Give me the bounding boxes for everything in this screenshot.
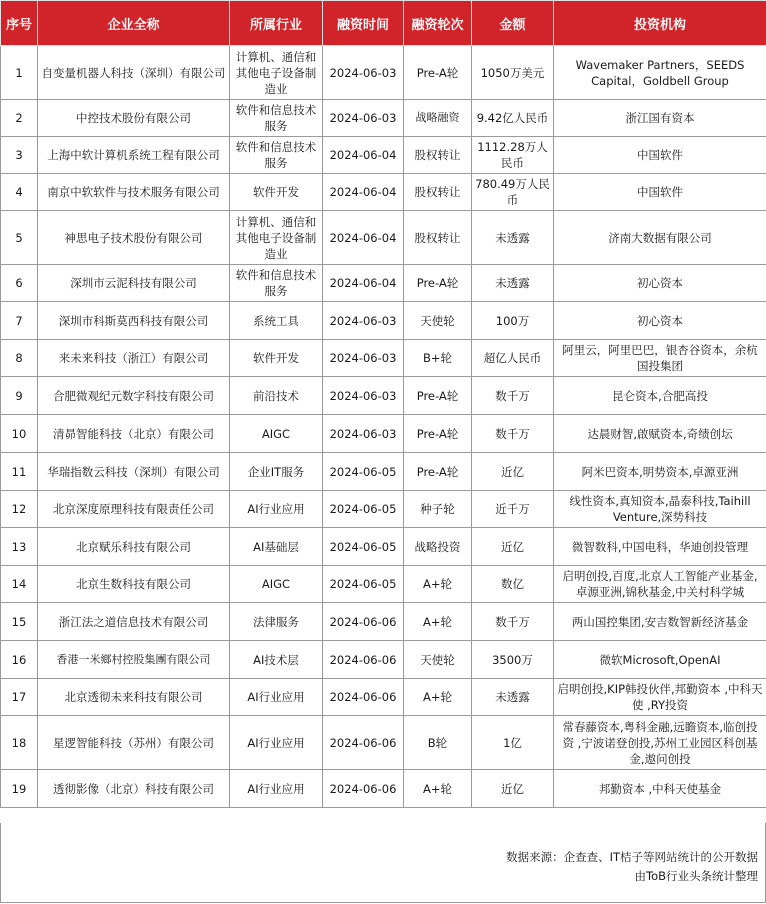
cell-industry: 软件和信息技术服务 (230, 137, 323, 174)
cell-industry: 软件和信息技术服务 (230, 100, 323, 137)
cell-investors: 微软Microsoft,OpenAI (554, 641, 766, 679)
cell-date: 2024-06-05 (323, 491, 404, 528)
cell-index: 10 (1, 415, 38, 453)
cell-amount: 3500万 (472, 641, 554, 679)
cell-investors: 中国软件 (554, 174, 766, 211)
cell-round: 股权转让 (404, 211, 472, 265)
cell-round: Pre-A轮 (404, 415, 472, 453)
cell-date: 2024-06-03 (323, 377, 404, 415)
cell-date: 2024-06-04 (323, 265, 404, 302)
cell-company: 自变量机器人科技（深圳）有限公司 (38, 46, 230, 100)
cell-industry: 系统工具 (230, 302, 323, 340)
cell-index: 11 (1, 453, 38, 491)
table-row (1, 641, 766, 679)
cell-industry: 软件开发 (230, 174, 323, 211)
table-row (1, 716, 766, 770)
cell-round: Pre-A轮 (404, 453, 472, 491)
data-source-line: 数据来源：企查查、IT桔子等网站统计的公开数据 (506, 850, 758, 864)
cell-industry: AIGC (230, 566, 323, 603)
cell-industry: 软件和信息技术服务 (230, 265, 323, 302)
cell-amount: 数千万 (472, 415, 554, 453)
cell-round: Pre-A轮 (404, 265, 472, 302)
cell-company: 中控技术股份有限公司 (38, 100, 230, 137)
cell-date: 2024-06-03 (323, 415, 404, 453)
table-row (1, 100, 766, 137)
cell-industry: AI行业应用 (230, 491, 323, 528)
cell-index: 19 (1, 770, 38, 808)
cell-amount: 近亿 (472, 453, 554, 491)
cell-investors: 阿米巴资本,明势资本,卓源亚洲 (554, 453, 766, 491)
cell-amount: 近亿 (472, 528, 554, 566)
cell-amount: 1亿 (472, 716, 554, 770)
cell-round: A+轮 (404, 566, 472, 603)
cell-industry: AI基础层 (230, 528, 323, 566)
cell-industry: 软件开发 (230, 340, 323, 377)
cell-industry: 企业IT服务 (230, 453, 323, 491)
cell-index: 17 (1, 679, 38, 716)
cell-round: Pre-A轮 (404, 46, 472, 100)
cell-date: 2024-06-06 (323, 679, 404, 716)
cell-index: 14 (1, 566, 38, 603)
cell-amount: 数千万 (472, 377, 554, 415)
cell-amount: 未透露 (472, 679, 554, 716)
cell-index: 6 (1, 265, 38, 302)
cell-amount: 100万 (472, 302, 554, 340)
header-industry: 所属行业 (230, 1, 323, 46)
cell-company: 来未来科技（浙江）有限公司 (38, 340, 230, 377)
cell-company: 深圳市云泥科技有限公司 (38, 265, 230, 302)
cell-amount: 1112.28万人民币 (472, 137, 554, 174)
cell-date: 2024-06-03 (323, 46, 404, 100)
cell-amount: 数千万 (472, 603, 554, 641)
table-row (1, 340, 766, 377)
cell-amount: 未透露 (472, 265, 554, 302)
cell-date: 2024-06-04 (323, 211, 404, 265)
cell-index: 15 (1, 603, 38, 641)
cell-date: 2024-06-06 (323, 603, 404, 641)
cell-investors: 启明创投,百度,北京人工智能产业基金,卓源亚洲,锦秋基金,中关村科学城 (554, 566, 766, 603)
cell-investors: 启明创投,KIP韩投伙伴,邦勤资本 ,中科天使 ,RY投资 (554, 679, 766, 716)
cell-company: 透彻影像（北京）科技有限公司 (38, 770, 230, 808)
cell-industry: 计算机、通信和其他电子设备制造业 (230, 46, 323, 100)
cell-date: 2024-06-05 (323, 453, 404, 491)
table-row (1, 415, 766, 453)
cell-date: 2024-06-03 (323, 302, 404, 340)
cell-index: 1 (1, 46, 38, 100)
cell-index: 5 (1, 211, 38, 265)
cell-date: 2024-06-06 (323, 641, 404, 679)
table-header-row (1, 1, 766, 46)
cell-company: 南京中软软件与技术服务有限公司 (38, 174, 230, 211)
cell-index: 12 (1, 491, 38, 528)
cell-investors: 两山国控集团,安吉数智新经济基金 (554, 603, 766, 641)
cell-round: A+轮 (404, 679, 472, 716)
cell-date: 2024-06-05 (323, 566, 404, 603)
cell-investors: 中国软件 (554, 137, 766, 174)
table-row (1, 211, 766, 265)
table-row (1, 174, 766, 211)
cell-round: A+轮 (404, 770, 472, 808)
cell-date: 2024-06-03 (323, 100, 404, 137)
cell-index: 13 (1, 528, 38, 566)
cell-round: 天使轮 (404, 302, 472, 340)
header-date: 融资时间 (323, 1, 404, 46)
cell-index: 4 (1, 174, 38, 211)
cell-company: 清昴智能科技（北京）有限公司 (38, 415, 230, 453)
cell-investors: 初心资本 (554, 265, 766, 302)
cell-company: 北京透彻未来科技有限公司 (38, 679, 230, 716)
cell-industry: 法律服务 (230, 603, 323, 641)
cell-index: 16 (1, 641, 38, 679)
cell-industry: AI行业应用 (230, 679, 323, 716)
cell-index: 18 (1, 716, 38, 770)
cell-index: 2 (1, 100, 38, 137)
cell-investors: 达晨财智,啟赋资本,奇绩创坛 (554, 415, 766, 453)
table-row (1, 377, 766, 415)
cell-amount: 近亿 (472, 770, 554, 808)
header-round: 融资轮次 (404, 1, 472, 46)
table-row (1, 265, 766, 302)
cell-amount: 超亿人民币 (472, 340, 554, 377)
cell-industry: AI技术层 (230, 641, 323, 679)
table-row (1, 770, 766, 808)
cell-index: 3 (1, 137, 38, 174)
cell-investors: 微智数科,中国电科，华迪创投管理 (554, 528, 766, 566)
cell-round: 战略投资 (404, 528, 472, 566)
cell-date: 2024-06-04 (323, 174, 404, 211)
header-investors: 投资机构 (554, 1, 766, 46)
cell-company: 北京生数科技有限公司 (38, 566, 230, 603)
cell-date: 2024-06-06 (323, 770, 404, 808)
cell-index: 9 (1, 377, 38, 415)
cell-amount: 近千万 (472, 491, 554, 528)
cell-round: 股权转让 (404, 137, 472, 174)
cell-round: 战略融资 (404, 100, 472, 137)
cell-industry: AI行业应用 (230, 716, 323, 770)
table-row (1, 491, 766, 528)
cell-company: 星逻智能科技（苏州）有限公司 (38, 716, 230, 770)
cell-amount: 1050万美元 (472, 46, 554, 100)
table-row (1, 566, 766, 603)
cell-round: A+轮 (404, 603, 472, 641)
cell-index: 8 (1, 340, 38, 377)
cell-amount: 9.42亿人民币 (472, 100, 554, 137)
cell-amount: 780.49万人民币 (472, 174, 554, 211)
cell-investors: 常春藤资本,粤科金融,远瞻资本,临创投资 ,宁波诺登创投,苏州工业园区科创基金,遨问创投 (554, 716, 766, 770)
cell-company: 北京深度原理科技有限责任公司 (38, 491, 230, 528)
cell-company: 浙江法之道信息技术有限公司 (38, 603, 230, 641)
cell-amount: 未透露 (472, 211, 554, 265)
cell-round: B轮 (404, 716, 472, 770)
table-row (1, 302, 766, 340)
cell-round: B+轮 (404, 340, 472, 377)
cell-investors: 阿里云，阿里巴巴，银杏谷资本，余杭国投集团 (554, 340, 766, 377)
data-source-note (506, 848, 758, 886)
cell-index: 7 (1, 302, 38, 340)
cell-company: 神思电子技术股份有限公司 (38, 211, 230, 265)
cell-date: 2024-06-06 (323, 716, 404, 770)
cell-company: 合肥微观纪元数字科技有限公司 (38, 377, 230, 415)
table-row (1, 46, 766, 100)
cell-company: 深圳市科斯莫西科技有限公司 (38, 302, 230, 340)
cell-industry: 计算机、通信和其他电子设备制造业 (230, 211, 323, 265)
cell-amount: 数亿 (472, 566, 554, 603)
header-amount: 金额 (472, 1, 554, 46)
cell-investors: 邦勤资本 ,中科天使基金 (554, 770, 766, 808)
table-row (1, 679, 766, 716)
cell-investors: 浙江国有资本 (554, 100, 766, 137)
cell-date: 2024-06-03 (323, 340, 404, 377)
cell-investors: 济南大数据有限公司 (554, 211, 766, 265)
cell-company: 北京赋乐科技有限公司 (38, 528, 230, 566)
table-row (1, 137, 766, 174)
cell-round: 种子轮 (404, 491, 472, 528)
data-source-credit: 由ToB行业头条统计整理 (634, 869, 758, 883)
table-row (1, 453, 766, 491)
cell-round: 天使轮 (404, 641, 472, 679)
cell-industry: AIGC (230, 415, 323, 453)
table-row (1, 528, 766, 566)
cell-date: 2024-06-04 (323, 137, 404, 174)
cell-investors: 昆仑资本,合肥高投 (554, 377, 766, 415)
cell-date: 2024-06-05 (323, 528, 404, 566)
cell-company: 上海中软计算机系统工程有限公司 (38, 137, 230, 174)
cell-investors: 初心资本 (554, 302, 766, 340)
header-company: 企业全称 (38, 1, 230, 46)
cell-industry: 前沿技术 (230, 377, 323, 415)
cell-investors: Wavemaker Partners，SEEDS Capital，Goldbell Group (554, 46, 766, 100)
cell-industry: AI行业应用 (230, 770, 323, 808)
cell-investors: 线性资本,真知资本,晶泰科技,Taihill Venture,深势科技 (554, 491, 766, 528)
cell-round: 股权转让 (404, 174, 472, 211)
cell-company: 华瑞指数云科技（深圳）有限公司 (38, 453, 230, 491)
table-row (1, 603, 766, 641)
cell-company: 香港一米鄉村控股集團有限公司 (38, 641, 230, 679)
header-index: 序号 (1, 1, 38, 46)
cell-round: Pre-A轮 (404, 377, 472, 415)
